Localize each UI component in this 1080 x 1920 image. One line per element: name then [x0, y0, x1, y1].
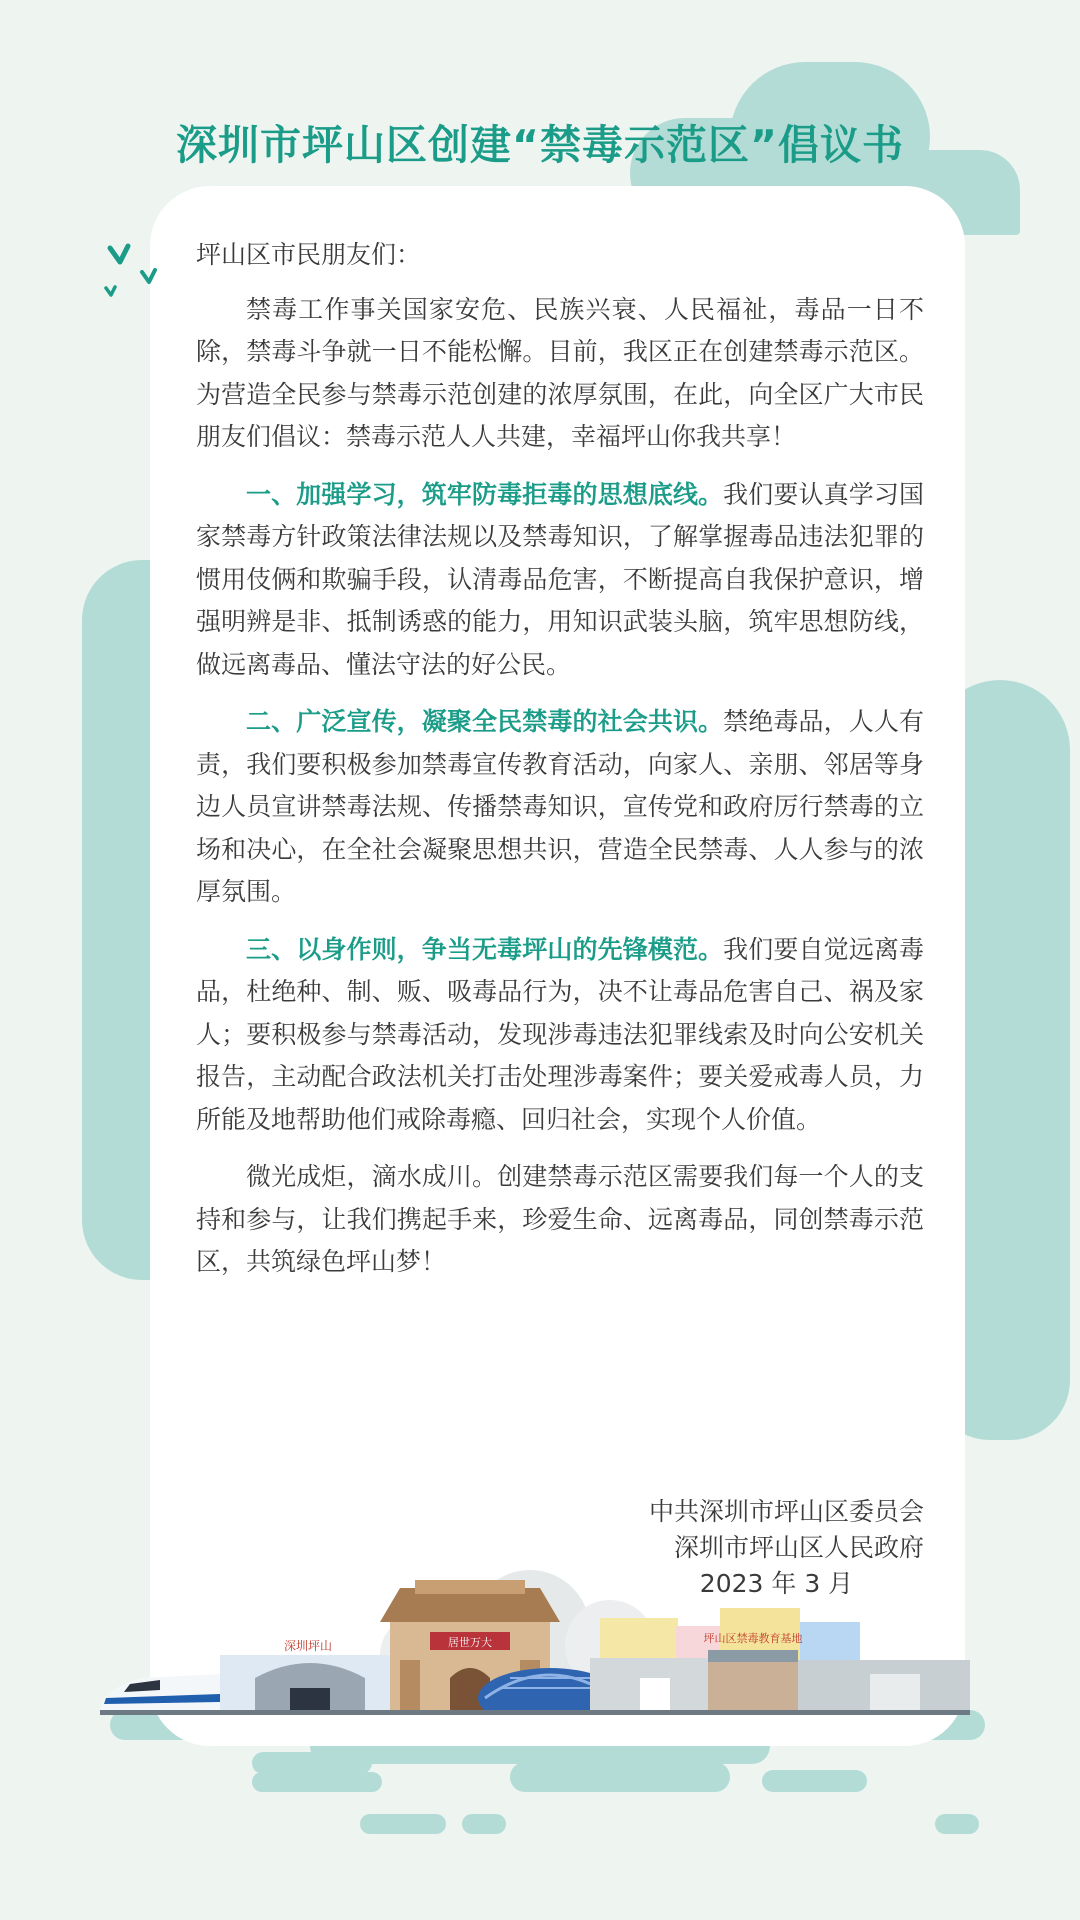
point-text: 禁绝毒品，人人有责，我们要积极参加禁毒宣传教育活动，向家人、亲朋、邻居等身边人员宣讲禁毒法规、传播禁毒知识，宣传党和政府厉行禁毒的立场和决心，在全社会凝聚思想共识，营造全民禁毒、人人参与的浓厚氛围。 — [196, 707, 924, 906]
page-title: 深圳市坪山区创建“禁毒示范区”倡议书 — [176, 121, 904, 169]
point-paragraph — [196, 701, 924, 914]
station-sign: 深圳坪山 — [283, 1639, 333, 1653]
signature-date: 2023 年 3 月 — [699, 1569, 854, 1598]
point-heading: 一、加强学习，筑牢防毒拒毒的思想底线。 — [246, 479, 724, 509]
decor-ground — [762, 1770, 867, 1792]
point-paragraph — [196, 929, 924, 1142]
decor-ground — [510, 1762, 730, 1792]
decor-ground — [935, 1814, 979, 1834]
point-text: 我们要自觉远离毒品，杜绝种、制、贩、吸毒品行为，决不让毒品危害自己、祸及家人；要积极参与禁毒活动，发现涉毒违法犯罪线索及时向公安机关报告，主动配合政法机关打击处理涉毒案件；要关爱戒毒人员，力所能及地帮助他们戒除毒瘾、回归社会，实现个人价值。 — [196, 934, 924, 1134]
birds-icon — [100, 240, 170, 310]
base-sign: 坪山区禁毒教育基地 — [703, 1632, 803, 1645]
greeting: 坪山区市民朋友们： — [196, 240, 422, 269]
point-paragraph — [196, 474, 924, 687]
point-heading: 二、广泛宣传，凝聚全民禁毒的社会共识。 — [246, 707, 724, 736]
decor-ground — [252, 1752, 372, 1774]
skyline-illustration — [100, 1560, 970, 1715]
signature-org: 深圳市坪山区人民政府 — [673, 1533, 924, 1562]
closing-paragraph: 微光成炬，滴水成川。创建禁毒示范区需要我们每一个人的支持和参与，让我们携起手来，珍爱生命、远离毒品，同创禁毒示范区，共筑绿色坪山梦！ — [196, 1162, 924, 1276]
gate-sign: 居世万大 — [448, 1636, 492, 1649]
decor-ground — [252, 1772, 382, 1792]
point-text: 我们要认真学习国家禁毒方针政策法律法规以及禁毒知识，了解掌握毒品违法犯罪的惯用伎俩和欺骗手段，认清毒品危害，不断提高自我保护意识，增强明辨是非、抵制诱惑的能力，用知识武装头脑，筑牢思想防线，做远离毒品、懂法守法的好公民。 — [196, 479, 924, 679]
point-heading: 三、以身作则，争当无毒坪山的先锋模范。 — [246, 934, 724, 964]
signature-org: 中共深圳市坪山区委员会 — [648, 1497, 924, 1526]
letter-body — [196, 234, 924, 1299]
decor-ground — [462, 1814, 506, 1834]
intro-paragraph: 禁毒工作事关国家安危、民族兴衰、人民福祉，毒品一日不除，禁毒斗争就一日不能松懈。目前，我区正在创建禁毒示范区。为营造全民参与禁毒示范创建的浓厚氛围，在此，向全区广大市民朋友们倡议：禁毒示范人人共建，幸福坪山你我共享！ — [196, 294, 924, 451]
decor-ground — [360, 1814, 446, 1834]
